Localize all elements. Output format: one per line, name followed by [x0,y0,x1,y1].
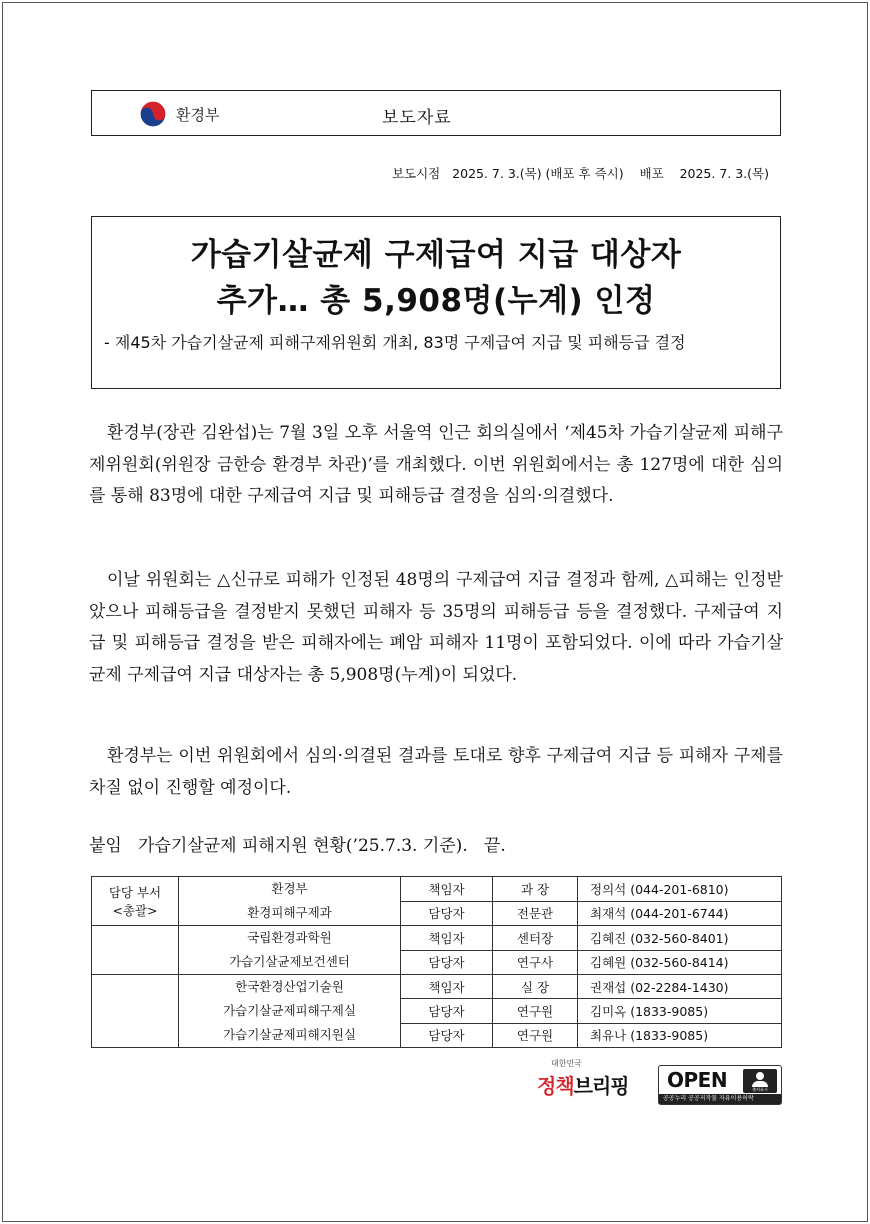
person-cell: 권재섭 (02-2284-1430) [578,975,782,999]
contacts-table [91,876,782,1048]
open-text: OPEN [667,1068,728,1092]
dept-label-cell [92,877,179,926]
subheadline: - 제45차 가습기살균제 피해구제위원회 개최, 83명 구제급여 지급 및 피해등급 결정 [104,333,686,352]
org-name: 가습기살균제피해지원실 [223,1027,356,1042]
briefing-black-text: 브리핑 [573,1074,629,1098]
open-footer-text: 공공누리 공공저작물 자유이용허락 [659,1094,781,1104]
title-cell: 센터장 [493,926,578,951]
headline-line-2: 추가… 총 5,908명(누계) 인정 [216,283,656,319]
title-cell: 실 장 [493,975,578,999]
org-cell [179,975,401,1048]
org-name: 환경부 [271,881,308,896]
empty-dept-cell [92,926,179,975]
body-paragraph-1: 환경부(장관 김완섭)는 7월 3일 오후 서울역 인근 회의실에서 ‘제45차 가습기살균제 피해구제위원회(위원장 금한승 환경부 차관)’를 개최했다. 이번 위원회에서는 총 127명에 대한 심의를 통해 83명에 대한 구제급여 지급 및 피해등급 결정을 심의·의결했다. [89,423,783,506]
role-cell: 책임자 [401,926,493,951]
press-header [91,90,781,136]
person-cell: 김혜원 (032-560-8414) [578,950,782,975]
policy-briefing-logo [537,1058,635,1104]
headline-line-1: 가습기살균제 구제급여 지급 대상자 [190,237,682,273]
attachment-note: 붙임 가습기살균제 피해지원 현황(’25.7.3. 기준). 끝. [89,836,506,856]
briefing-small-text: 대한민국 [551,1059,582,1068]
dept-sub-label: <총괄> [112,903,158,918]
title-cell: 과 장 [493,877,578,902]
open-user-label: 출처표시 [752,1087,768,1092]
headline-box [91,216,781,389]
role-cell: 책임자 [401,975,493,999]
briefing-red-text: 정책 [537,1074,574,1098]
role-cell: 담당자 [401,999,493,1023]
taegeuk-emblem-icon [138,99,168,129]
table-row [92,877,782,902]
person-cell: 김미옥 (1833-9085) [578,999,782,1023]
ministry-logo [138,97,278,131]
dept-label: 담당 부서 [108,885,162,900]
table-row [92,926,782,951]
person-cell: 최유나 (1833-9085) [578,1023,782,1047]
role-cell: 담당자 [401,901,493,926]
role-cell: 담당자 [401,950,493,975]
org-name: 가습기살균제보건센터 [229,954,350,969]
attribution-user-icon [743,1069,777,1093]
org-cell [179,926,401,975]
org-name: 국립환경과학원 [247,930,332,945]
person-cell: 최재석 (044-201-6744) [578,901,782,926]
role-cell: 담당자 [401,1023,493,1047]
org-name: 한국환경산업기술원 [235,979,344,994]
title-cell: 연구원 [493,999,578,1023]
person-cell: 김혜진 (032-560-8401) [578,926,782,951]
org-name: 가습기살균제피해구제실 [223,1003,356,1018]
org-name: 환경피해구제과 [247,905,332,920]
title-cell: 연구사 [493,950,578,975]
open-license-badge [658,1065,782,1105]
release-date-line: 보도시점 2025. 7. 3.(목) (배포 후 즉시) 배포 2025. 7. 3.(목) [391,166,769,181]
table-row [92,975,782,999]
empty-dept-cell [92,975,179,1048]
org-cell [179,877,401,926]
role-cell: 책임자 [401,877,493,902]
title-cell: 전문관 [493,901,578,926]
person-cell: 정의석 (044-201-6810) [578,877,782,902]
briefing-main-text [537,1070,629,1099]
title-cell: 연구원 [493,1023,578,1047]
body-paragraph-2: 이날 위원회는 △신규로 피해가 인정된 48명의 구제급여 지급 결정과 함께, △피해는 인정받았으나 피해등급을 결정받지 못했던 피해자 등 35명의 피해등급 등을 결정했다. 구제급여 지급 및 피해등급 결정을 받은 피해자에는 폐암 피해자 11명이 포함되었다. 이에 따라 가습기살균제 구제급여 지급 대상자는 총 5,908명(누계)이 되었다. [89,570,783,685]
body-paragraph-3: 환경부는 이번 위원회에서 심의·의결된 결과를 토대로 향후 구제급여 지급 등 피해자 구제를 차질 없이 진행할 예정이다. [89,746,783,798]
doc-type-title: 보도자료 [382,108,452,128]
logo-text: 환경부 [176,105,220,124]
